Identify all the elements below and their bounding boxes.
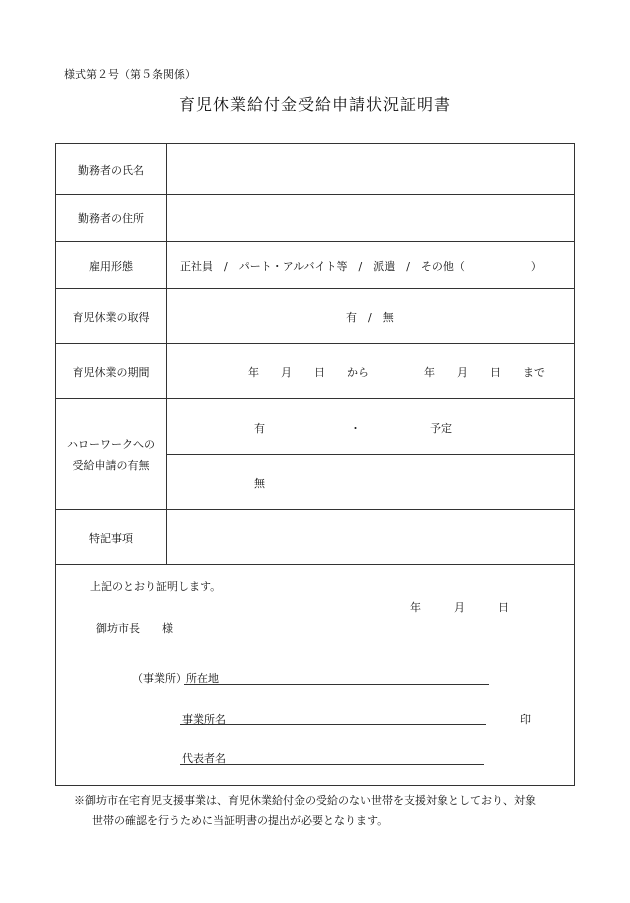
hellowork-no[interactable]: 無 (254, 477, 265, 490)
leave-options[interactable]: 有 / 無 (346, 311, 394, 324)
representative-line[interactable] (180, 764, 484, 765)
form-number: 様式第２号（第５条関係） (64, 68, 196, 81)
leave-label: 育児休業の取得 (72, 311, 150, 324)
office-prefix: （事業所） (132, 672, 187, 685)
certificate-form (55, 143, 575, 786)
row-divider (56, 241, 574, 242)
row-divider (56, 398, 574, 399)
row-divider (56, 194, 574, 195)
location-line[interactable] (184, 684, 489, 685)
row-divider (56, 564, 574, 565)
row-divider (56, 343, 574, 344)
hellowork-label-line2: 受給申請の有無 (72, 459, 150, 472)
period-start[interactable]: 年 月 日 から (248, 366, 369, 379)
document-title: 育児休業給付金受給申請状況証明書 (178, 95, 451, 114)
name-field[interactable] (168, 146, 572, 192)
name-label: 勤務者の氏名 (78, 164, 144, 177)
certification-statement: 上記のとおり証明します。 (90, 580, 222, 593)
footnote (74, 791, 574, 831)
remarks-field[interactable] (168, 511, 572, 563)
hellowork-label-line1: ハローワークへの (67, 438, 155, 451)
employment-label: 雇用形態 (89, 260, 133, 273)
addressee: 御坊市長 様 (96, 622, 173, 635)
row-divider (56, 509, 574, 510)
employment-options[interactable]: 正社員 / パート・アルバイト等 / 派遣 / その他（ ） (180, 260, 542, 273)
remarks-label: 特記事項 (89, 532, 133, 545)
address-label: 勤務者の住所 (78, 212, 144, 225)
period-end[interactable]: 年 月 日 まで (424, 366, 545, 379)
column-divider (166, 144, 167, 564)
row-divider (166, 454, 574, 455)
certification-date[interactable]: 年 月 日 (410, 601, 509, 614)
row-divider (56, 288, 574, 289)
footnote-line2: 世帯の確認を行うために当証明書の提出が必要となります。 (92, 814, 389, 827)
location-label: 所在地 (186, 672, 219, 685)
address-field[interactable] (168, 196, 572, 240)
hellowork-separator: ・ (350, 422, 361, 435)
hellowork-planned[interactable]: 予定 (430, 422, 452, 435)
office-name-label: 事業所名 (182, 713, 226, 726)
representative-label: 代表者名 (182, 752, 226, 765)
footnote-line1: ※御坊市在宅育児支援事業は、育児休業給付金の受給のない世帯を支援対象としており、対象 (74, 794, 536, 807)
hellowork-yes[interactable]: 有 (254, 422, 265, 435)
period-label: 育児休業の期間 (72, 366, 150, 379)
office-name-line[interactable] (180, 724, 486, 725)
seal-mark: 印 (520, 713, 531, 726)
